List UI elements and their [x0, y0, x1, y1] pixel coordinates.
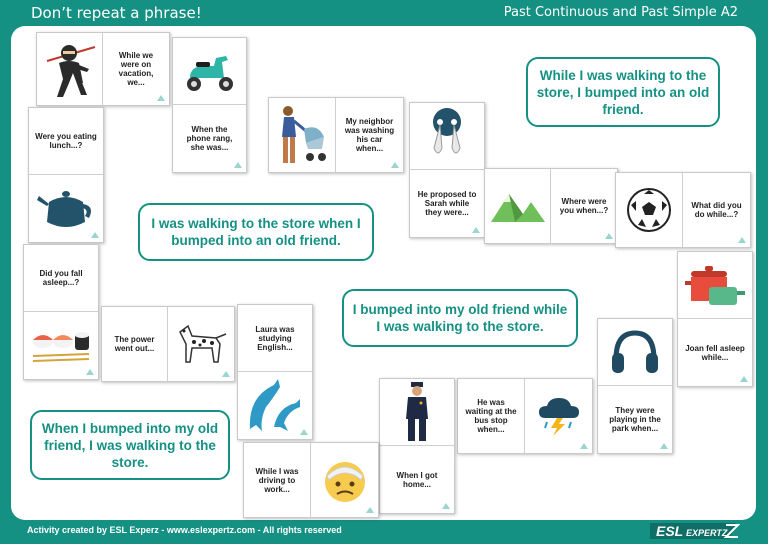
card-prompt: The power went out... [114, 335, 155, 353]
corner-marker [300, 429, 308, 435]
card-text-half [683, 173, 750, 247]
domino-card-what-did-you-do [615, 172, 751, 248]
example-sentence-1: While I was walking to the store, I bumped into an old friend. [526, 57, 720, 127]
card-prompt: They were playing in the park when... [609, 406, 661, 433]
domino-card-fall-asleep [23, 244, 99, 380]
corner-marker [660, 443, 668, 449]
domino-card-power-out [101, 306, 235, 382]
domino-card-got-home [379, 378, 455, 514]
card-prompt: Laura was studying English... [255, 324, 295, 352]
corner-marker [740, 376, 748, 382]
card-text-half [458, 379, 525, 453]
card-image-half [380, 379, 454, 446]
card-image-half [598, 319, 672, 386]
card-image-half [173, 38, 246, 105]
domino-card-proposed [409, 102, 485, 238]
corner-marker [738, 237, 746, 243]
card-prompt: Did you fall asleep...? [39, 269, 83, 287]
logo-subtext: EXPERTZ [686, 528, 728, 538]
example-sentence-3: I bumped into my old friend while I was walking to the store. [342, 289, 578, 347]
corner-marker [391, 162, 399, 168]
domino-card-where-were-you [484, 168, 618, 244]
mountains-icon [489, 188, 547, 224]
corner-marker [157, 95, 165, 101]
example-sentence-2: I was walking to the store when I bumped into an old friend. [138, 203, 374, 261]
storm-icon [537, 396, 581, 436]
corner-marker [234, 162, 242, 168]
stroller-icon [272, 103, 332, 167]
card-image-half [485, 169, 551, 243]
card-text-half [24, 245, 98, 312]
card-image-half [525, 379, 592, 453]
earrings-icon [424, 108, 470, 164]
corner-marker [472, 227, 480, 233]
card-prompt: Were you eating lunch...? [35, 132, 97, 150]
card-image-half [678, 252, 752, 319]
injured-face-icon [321, 456, 369, 504]
card-prompt: When the phone rang, she was... [186, 125, 233, 152]
card-prompt: Where were you when...? [559, 197, 609, 215]
card-image-half [616, 173, 683, 247]
domino-card-laura [237, 304, 313, 440]
card-prompt: When I got home... [396, 470, 438, 489]
card-image-half [269, 98, 336, 172]
card-prompt: While we were on vacation, we... [118, 51, 154, 87]
soccer-ball-icon [626, 187, 672, 233]
card-text-half [102, 307, 168, 381]
card-image-half [37, 33, 103, 105]
card-prompt: What did you do while...? [691, 201, 742, 219]
corner-marker [86, 369, 94, 375]
worksheet-title: Don’t repeat a phrase! [31, 4, 202, 22]
ninja-icon [43, 39, 97, 99]
domino-card-lunch [28, 107, 104, 243]
corner-marker [222, 371, 230, 377]
card-prompt: My neighbor was washing his car when... [344, 117, 395, 153]
domino-card-joan [677, 251, 753, 387]
domino-card-vacation [36, 32, 170, 106]
card-text-half [29, 108, 103, 175]
card-prompt: While I was driving to work... [255, 466, 299, 494]
corner-marker [91, 232, 99, 238]
card-text-half [244, 443, 311, 517]
copyright-footer: Activity created by ESL Experz - www.eslexpertz.com - All rights reserved [27, 525, 342, 535]
card-image-half [410, 103, 484, 170]
corner-marker [605, 233, 613, 239]
domino-card-bus-stop [457, 378, 593, 454]
domino-card-driving-work [243, 442, 379, 518]
card-image-half [168, 307, 234, 381]
card-prompt: He proposed to Sarah while they were... [417, 190, 477, 217]
domino-card-playing-park [597, 318, 673, 454]
card-text-half [238, 305, 312, 372]
domino-card-phone-rang [172, 37, 247, 173]
dalmatian-icon [174, 322, 228, 366]
sushi-icon [29, 326, 93, 366]
esl-expertz-logo [648, 521, 740, 541]
police-officer-icon [402, 381, 432, 443]
card-image-half [311, 443, 378, 517]
card-text-half [551, 169, 617, 243]
corner-marker [366, 507, 374, 513]
card-text-half [336, 98, 403, 172]
card-prompt: He was waiting at the bus stop when... [465, 398, 517, 434]
dolphins-icon [244, 377, 306, 435]
headphones-icon [610, 329, 660, 375]
corner-marker [442, 503, 450, 509]
card-prompt: Joan fell asleep while... [685, 343, 745, 362]
corner-marker [580, 443, 588, 449]
teapot-icon [35, 186, 97, 232]
worksheet-topic: Past Continuous and Past Simple A2 [503, 5, 738, 20]
logo-text: ESL [656, 523, 684, 539]
scooter-icon [180, 48, 240, 94]
cooking-pot-icon [683, 263, 747, 307]
domino-card-neighbor [268, 97, 404, 173]
example-sentence-4: When I bumped into my old friend, I was walking to the store. [30, 410, 230, 480]
